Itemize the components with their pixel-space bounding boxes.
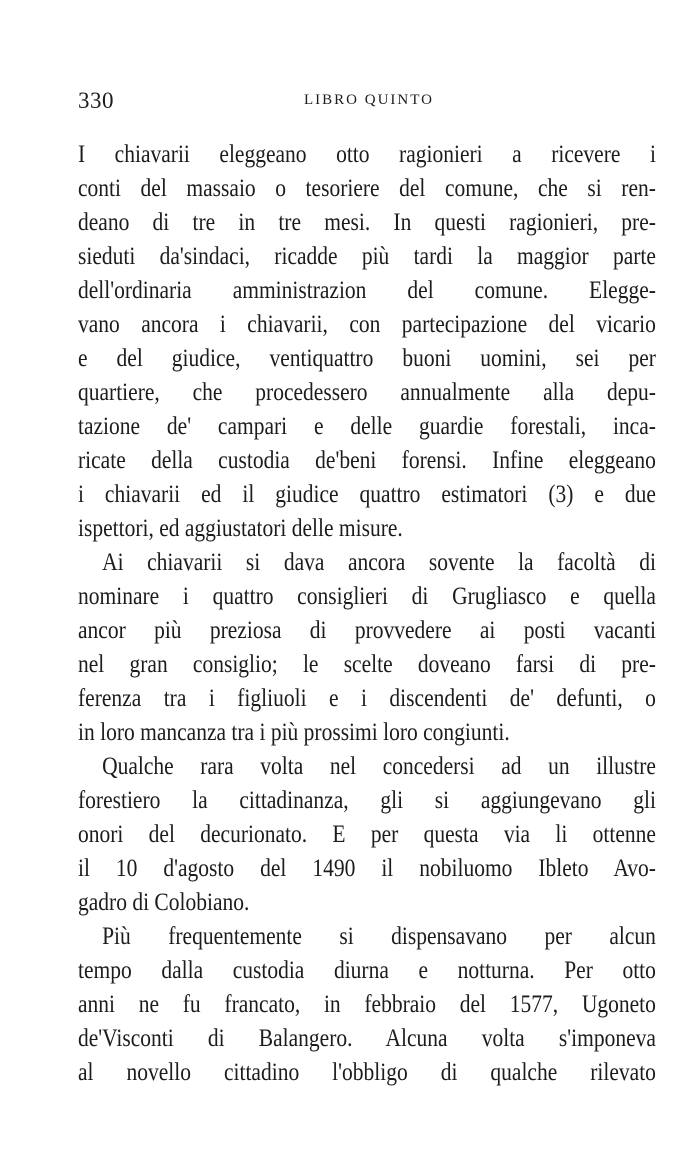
text-line: I chiavarii eleggeano otto ragionieri a ricevere i [78,141,656,168]
text-line: quartiere, che procedessero annualmente alla depu- [78,379,656,406]
paragraph [78,920,656,1090]
running-head [78,88,660,118]
page-number: 330 [78,88,114,113]
text-line: deano di tre in tre mesi. In questi ragionieri, pre- [78,209,656,236]
text-line: tazione de' campari e delle guardie forestali, inca- [78,413,656,440]
text-line: Più frequentemente si dispensavano per alcun [102,923,656,950]
text-line: Qualche rara volta nel concedersi ad un illustre [102,753,656,780]
text-line: e del giudice, ventiquattro buoni uomini, sei per [78,345,656,372]
text-line: ferenza tra i figliuoli e i discendenti de' defunti, o [78,685,656,712]
text-line: anni ne fu francato, in febbraio del 1577, Ugoneto [78,991,656,1018]
text-line: ancor più preziosa di provvedere ai posti vacanti [78,617,656,644]
text-line: gadro di Colobiano. [78,889,250,916]
text-line: al novello cittadino l'obbligo di qualche rilevato [78,1059,656,1086]
text-line: vano ancora i chiavarii, con partecipazione del vicario [78,311,656,338]
text-line: tempo dalla custodia diurna e notturna. Per otto [78,957,656,984]
text-line: sieduti da'sindaci, ricadde più tardi la maggior parte [78,243,656,270]
paragraph [78,546,656,750]
text-line: nel gran consiglio; le scelte doveano farsi di pre- [78,651,656,678]
text-line: onori del decurionato. E per questa via li ottenne [78,821,656,848]
text-line: de'Visconti di Balangero. Alcuna volta s'imponeva [78,1025,656,1052]
text-line: ricate della custodia de'beni forensi. Infine eleggeano [78,447,656,474]
paragraph [78,138,656,546]
text-line: conti del massaio o tesoriere del comune, che si ren- [78,175,656,202]
text-line: il 10 d'agosto del 1490 il nobiluomo Ibleto Avo- [78,855,656,882]
text-line: in loro mancanza tra i più prossimi loro congiunti. [78,719,510,746]
text-line: nominare i quattro consiglieri di Grugliasco e quella [78,583,656,610]
text-line: ispettori, ed aggiustatori delle misure. [78,515,403,542]
paragraph [78,750,656,920]
text-line: dell'ordinaria amministrazion del comune. Elegge- [78,277,656,304]
body-text [78,138,656,1090]
text-line: forestiero la cittadinanza, gli si aggiungevano gli [78,787,656,814]
text-line: i chiavarii ed il giudice quattro estimatori (3) e due [78,481,656,508]
running-title: LIBRO QUINTO [304,92,434,108]
text-line: Ai chiavarii si dava ancora sovente la facoltà di [102,549,656,576]
